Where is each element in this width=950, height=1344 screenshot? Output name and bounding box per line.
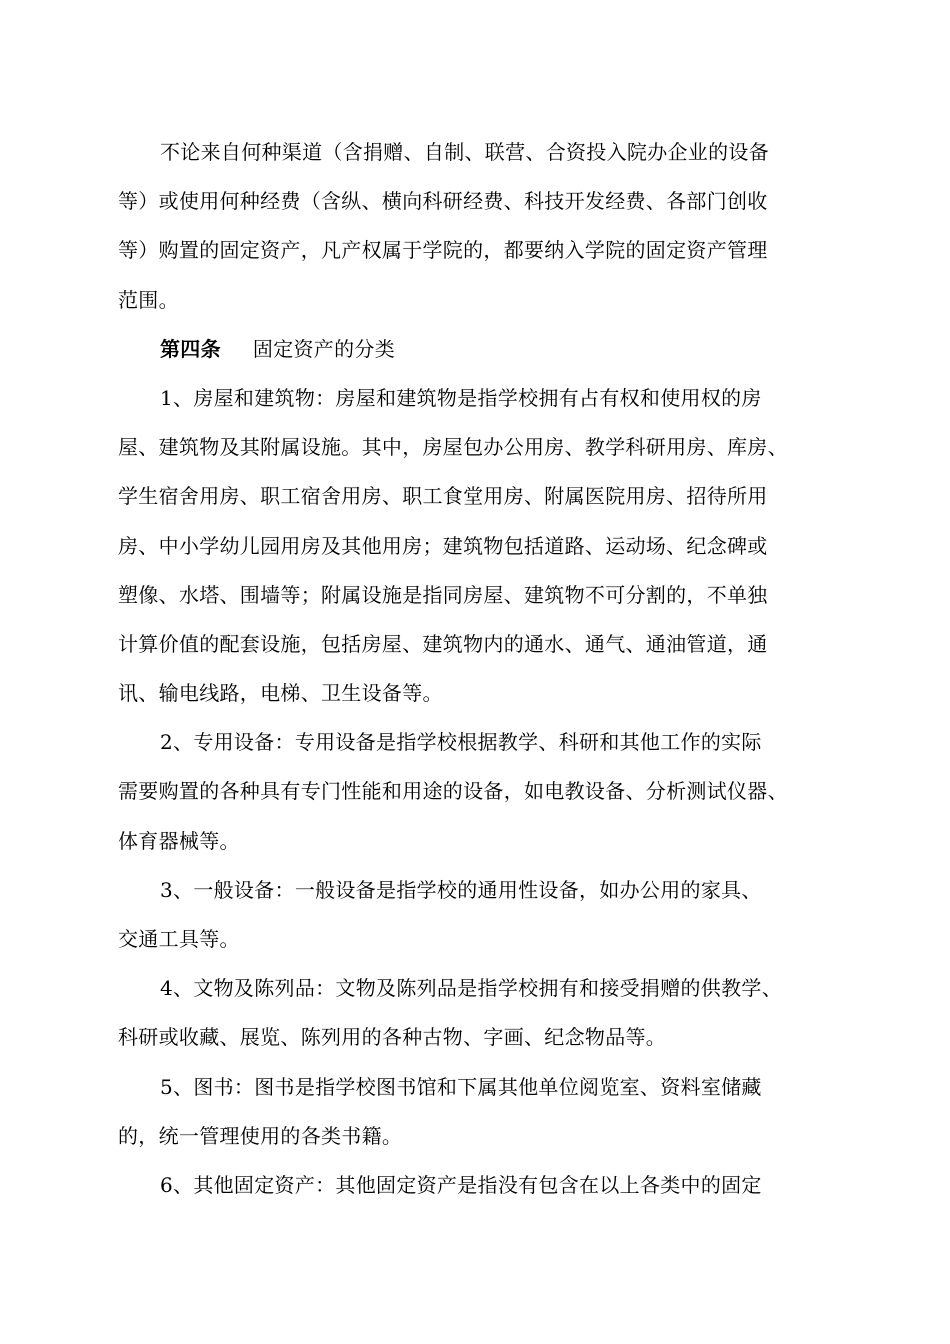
paragraph-line: 4、文物及陈列品：文物及陈列品是指学校拥有和接受捐赠的供教学、 <box>160 976 783 1001</box>
paragraph-line: 2、专用设备：专用设备是指学校根据教学、科研和其他工作的实际 <box>160 730 762 755</box>
paragraph-line: 的，统一管理使用的各类书籍。 <box>118 1123 403 1148</box>
paragraph-line: 体育器械等。 <box>118 828 240 853</box>
paragraph-line: 范围。 <box>118 287 179 312</box>
paragraph-line: 需要购置的各种具有专门性能和用途的设备，如电教设备、分析测试仪器、 <box>118 779 788 804</box>
paragraph-line: 等）购置的固定资产，凡产权属于学院的，都要纳入学院的固定资产管理 <box>118 238 768 263</box>
article-heading <box>118 329 856 378</box>
article-title: 固定资产的分类 <box>252 336 396 361</box>
paragraph-line: 5、图书：图书是指学校图书馆和下属其他单位阅览室、资料室储藏 <box>160 1074 762 1099</box>
paragraph-line: 学生宿舍用房、职工宿舍用房、职工食堂用房、附属医院用房、招待所用 <box>118 484 768 509</box>
paragraph-line: 等）或使用何种经费（含纵、横向科研经费、科技开发经费、各部门创收 <box>118 189 768 214</box>
paragraph-line: 不论来自何种渠道（含捐赠、自制、联营、合资投入院办企业的设备 <box>160 140 769 164</box>
paragraph-line: 3、一般设备：一般设备是指学校的通用性设备，如办公用的家具、 <box>160 877 762 902</box>
paragraph-line: 1、房屋和建筑物：房屋和建筑物是指学校拥有占有权和使用权的房 <box>160 385 762 410</box>
paragraph-line: 屋、建筑物及其附属设施。其中，房屋包办公用房、教学科研用房、库房、 <box>118 435 788 460</box>
paragraph-line: 讯、输电线路，电梯、卫生设备等。 <box>118 681 443 706</box>
paragraph-line: 塑像、水塔、围墙等；附属设施是指同房屋、建筑物不可分割的，不单独 <box>118 582 768 607</box>
paragraph-line: 6、其他固定资产：其他固定资产是指没有包含在以上各类中的固定 <box>160 1172 762 1197</box>
paragraph-line: 科研或收藏、展览、陈列用的各种古物、字画、纪念物品等。 <box>118 1025 667 1050</box>
paragraph-line: 房、中小学幼儿园用房及其他用房；建筑物包括道路、运动场、纪念碑或 <box>118 533 768 558</box>
paragraph-line: 交通工具等。 <box>118 927 240 951</box>
article-number: 第四条 <box>160 336 221 361</box>
paragraph-line: 计算价值的配套设施，包括房屋、建筑物内的通水、通气、通油管道，通 <box>118 631 768 656</box>
